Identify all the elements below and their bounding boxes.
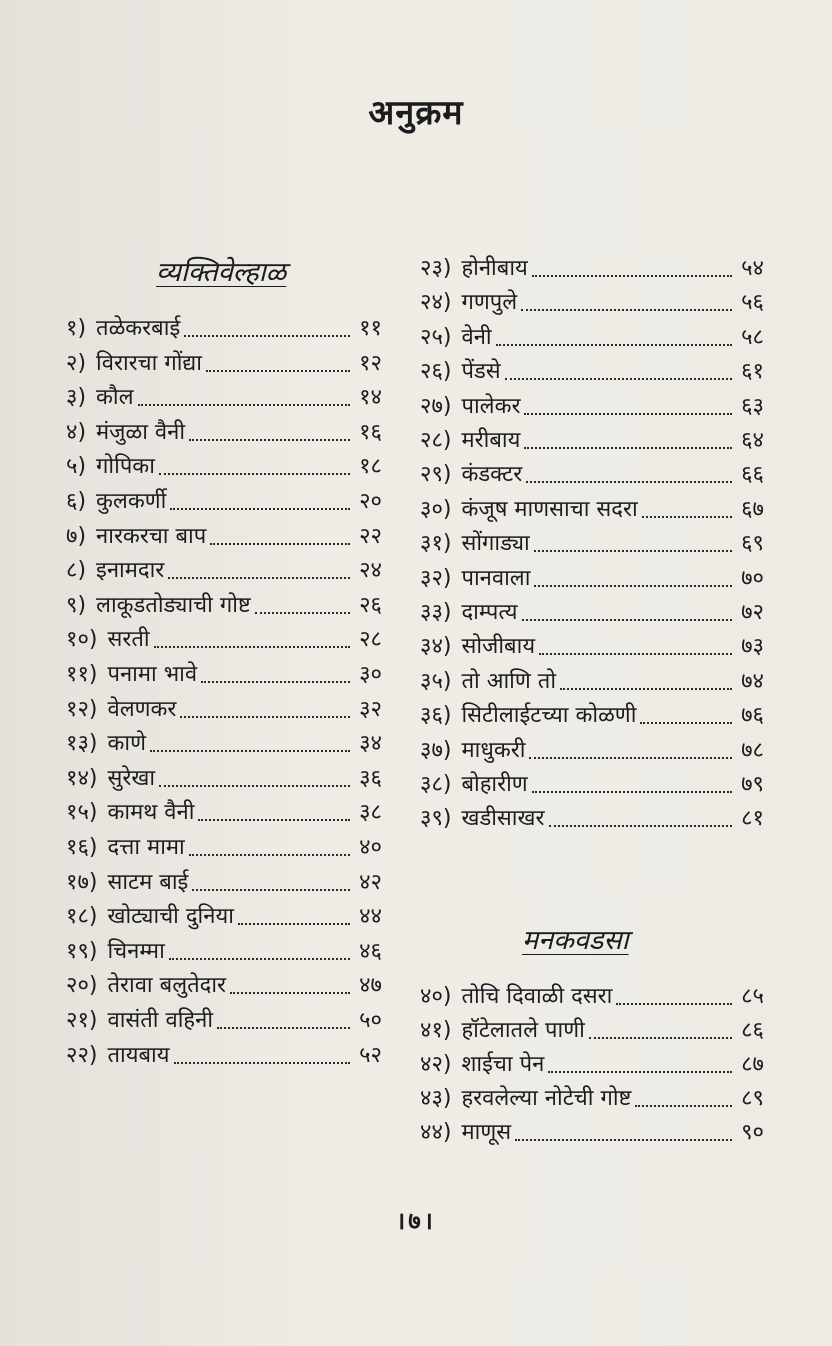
toc-entry: [66, 449, 382, 485]
entry-title: तेरावा बलुतेदार: [107, 973, 227, 999]
dot-leader: [230, 992, 350, 994]
toc-entry: [66, 380, 382, 416]
entry-title: कामथ वैनी: [107, 800, 195, 826]
entry-number: ३५): [420, 668, 452, 694]
dot-leader: [180, 716, 350, 718]
toc-entry: [66, 415, 382, 451]
entry-number: १०): [66, 627, 98, 653]
dot-leader: [201, 681, 350, 683]
entry-page: ५८: [741, 324, 764, 350]
dot-leader: [210, 543, 350, 545]
entry-page: २२: [359, 523, 382, 549]
entry-number: २६): [420, 359, 452, 385]
dot-leader: [522, 619, 732, 621]
toc-entry: [420, 698, 764, 734]
page-title: अनुक्रम: [368, 93, 464, 133]
toc-entry: [66, 726, 382, 762]
entry-title: वेलणकर: [107, 696, 177, 722]
toc-entry: [420, 492, 764, 528]
entry-number: ३२): [420, 565, 452, 591]
entry-page: ६१: [741, 359, 764, 385]
entry-title: पनामा भावे: [107, 662, 198, 687]
toc-entry: [66, 1038, 382, 1074]
entry-title: माधुकरी: [461, 737, 526, 763]
dot-leader: [521, 309, 732, 311]
dot-leader: [532, 275, 732, 277]
toc-entry: [420, 1115, 764, 1151]
entry-title: सुरेखा: [107, 765, 156, 791]
entry-page: ६३: [741, 393, 764, 419]
section-heading-1: व्यक्तिवेल्हाळ: [156, 257, 287, 288]
entry-page: ८६: [741, 1018, 764, 1043]
entry-title: कौल: [96, 385, 134, 411]
dot-leader: [206, 370, 350, 372]
toc-entry: [420, 664, 764, 700]
entry-number: २२): [66, 1042, 98, 1068]
entry-page: ११: [359, 316, 382, 341]
toc-entry: [66, 899, 382, 935]
entry-title: काणे: [107, 731, 146, 757]
toc-entry: [420, 595, 764, 631]
toc-entry: [420, 285, 764, 321]
entry-number: ४४): [420, 1120, 452, 1145]
entry-page: १४: [359, 385, 382, 411]
entry-title: सरती: [107, 627, 150, 653]
toc-entry: [66, 657, 382, 693]
entry-page: ७०: [741, 565, 764, 591]
dot-leader: [150, 750, 350, 752]
dot-leader: [616, 1003, 732, 1005]
toc-entry: [420, 1013, 764, 1049]
entry-title: खोट्याची दुनिया: [107, 904, 234, 930]
entry-number: २३): [420, 256, 452, 281]
dot-leader: [524, 413, 732, 415]
entry-title: मंजुळा वैनी: [96, 419, 186, 445]
entry-number: ३६): [420, 703, 452, 729]
dot-leader: [159, 473, 350, 475]
entry-title: दाम्पत्य: [461, 600, 518, 625]
toc-entry: [420, 629, 764, 665]
entry-title: सोजीबाय: [461, 634, 536, 660]
entry-number: २७): [420, 393, 452, 419]
entry-page: ५०: [359, 1008, 382, 1033]
entry-number: १): [66, 316, 87, 341]
entry-page: ५४: [741, 256, 764, 281]
entry-title: शाईचा पेन: [461, 1052, 545, 1077]
dot-leader: [539, 653, 732, 655]
entry-title: माणूस: [461, 1120, 512, 1145]
toc-entry: [66, 553, 382, 589]
entry-page: ४४: [359, 904, 382, 930]
entry-number: ३४): [420, 634, 452, 660]
toc-entry: [66, 692, 382, 728]
entry-title: सोंगाड्या: [461, 531, 530, 557]
toc-entry: [420, 423, 764, 459]
entry-number: ३७): [420, 737, 452, 763]
entry-title: वेनी: [461, 324, 492, 350]
entry-title: खडीसाखर: [461, 806, 545, 832]
entry-page: ७६: [741, 703, 764, 729]
dot-leader: [170, 508, 350, 510]
entry-number: ९): [66, 592, 87, 618]
entry-title: होनीबाय: [461, 256, 528, 281]
dot-leader: [505, 378, 732, 380]
entry-number: १९): [66, 938, 98, 964]
entry-number: ४२): [420, 1052, 452, 1077]
toc-entry: [420, 733, 764, 769]
entry-page: ३२: [359, 696, 382, 722]
dot-leader: [138, 404, 350, 406]
entry-title: हरवलेल्या नोटेची गोष्ट: [461, 1086, 632, 1111]
entry-number: ४१): [420, 1018, 452, 1043]
toc-entry: [420, 979, 764, 1015]
entry-page: ८१: [741, 806, 764, 832]
entry-title: तो आणि तो: [461, 668, 557, 694]
dot-leader: [159, 785, 350, 787]
entry-title: गणपुले: [461, 290, 518, 316]
entry-page: ५२: [359, 1042, 382, 1068]
entry-page: ७३: [741, 634, 764, 660]
section-heading-3: मनकवडसा: [522, 925, 629, 956]
dot-leader: [549, 825, 733, 827]
page-number: ।७।: [396, 1207, 436, 1235]
entry-page: ६४: [741, 428, 764, 453]
entry-page: ७२: [741, 600, 764, 625]
entry-number: २१): [66, 1008, 98, 1033]
entry-page: ४७: [359, 973, 382, 999]
dot-leader: [635, 1105, 732, 1107]
entry-number: २५): [420, 324, 452, 350]
toc-entry: [420, 561, 764, 597]
entry-title: सिटीलाईटच्या कोळणी: [461, 703, 637, 729]
dot-leader: [168, 577, 350, 579]
entry-number: ३१): [420, 531, 452, 557]
dot-leader: [534, 585, 732, 587]
entry-page: ५६: [741, 290, 764, 316]
dot-leader: [532, 791, 732, 793]
entry-page: १६: [359, 419, 382, 445]
dot-leader: [534, 550, 732, 552]
entry-number: १५): [66, 800, 98, 826]
entry-number: १४): [66, 765, 98, 791]
dot-leader: [496, 344, 732, 346]
entry-page: ३८: [359, 800, 382, 826]
entry-page: ४०: [359, 835, 382, 860]
dot-leader: [189, 439, 350, 441]
entry-title: कंडक्टर: [461, 462, 523, 488]
entry-number: १७): [66, 869, 98, 895]
toc-entry: [420, 801, 764, 837]
dot-leader: [589, 1037, 732, 1039]
entry-title: पालेकर: [461, 393, 521, 419]
dot-leader: [154, 646, 350, 648]
entry-number: २४): [420, 290, 452, 316]
toc-entry: [420, 767, 764, 803]
entry-title: वासंती वहिनी: [107, 1008, 214, 1033]
dot-leader: [192, 889, 350, 891]
dot-leader: [169, 958, 350, 960]
entry-number: २): [66, 350, 87, 376]
entry-title: तायबाय: [107, 1042, 170, 1068]
entry-page: १२: [359, 350, 382, 376]
dot-leader: [238, 923, 350, 925]
entry-page: ८५: [741, 984, 764, 1009]
entry-title: तळेकरबाई: [96, 316, 181, 341]
entry-page: ७९: [741, 772, 764, 797]
entry-title: विरारचा गोंद्या: [96, 350, 202, 376]
entry-number: २८): [420, 428, 452, 453]
entry-title: कंजूष माणसाचा सदरा: [461, 496, 638, 522]
dot-leader: [560, 688, 732, 690]
dot-leader: [198, 819, 350, 821]
entry-number: १८): [66, 904, 98, 930]
entry-title: दत्ता मामा: [107, 835, 185, 860]
entry-page: २६: [359, 592, 382, 618]
toc-entry: [420, 1047, 764, 1083]
entry-page: ६६: [741, 462, 764, 488]
dot-leader: [217, 1027, 350, 1029]
entry-title: हॉटेलातले पाणी: [461, 1018, 585, 1043]
entry-title: लाकूडतोड्याची गोष्ट: [96, 592, 251, 618]
entry-number: ११): [66, 662, 98, 687]
toc-entry: [66, 968, 382, 1004]
entry-page: ७८: [741, 737, 764, 763]
toc-entry: [66, 311, 382, 347]
entry-number: ८): [66, 558, 87, 584]
toc-entry: [66, 1003, 382, 1039]
entry-number: ४०): [420, 984, 452, 1009]
dot-leader: [642, 516, 732, 518]
entry-number: ४३): [420, 1086, 452, 1111]
entry-page: २८: [359, 627, 382, 653]
entry-number: ३): [66, 385, 87, 411]
entry-number: ३०): [420, 496, 452, 522]
dot-leader: [184, 335, 350, 337]
dot-leader: [515, 1139, 732, 1141]
entry-number: १२): [66, 696, 98, 722]
entry-number: ६): [66, 489, 87, 514]
entry-page: ६७: [741, 496, 764, 522]
entry-number: १३): [66, 731, 98, 757]
toc-entry: [66, 346, 382, 382]
dot-leader: [174, 1062, 351, 1064]
toc-entry: [66, 830, 382, 866]
toc-entry: [420, 251, 764, 287]
toc-entry: [420, 526, 764, 562]
entry-title: बोहारीण: [461, 772, 528, 797]
dot-leader: [548, 1071, 732, 1073]
entry-page: ८९: [741, 1086, 764, 1111]
entry-page: २०: [359, 489, 382, 514]
toc-entry: [420, 457, 764, 493]
toc-entry: [66, 934, 382, 970]
entry-title: चिनम्मा: [107, 938, 165, 964]
toc-entry: [420, 320, 764, 356]
dot-leader: [189, 854, 350, 856]
toc-entry: [66, 795, 382, 831]
entry-title: कुलकर्णी: [96, 489, 167, 514]
entry-number: ५): [66, 454, 87, 480]
entry-title: मरीबाय: [461, 428, 521, 453]
toc-entry: [420, 389, 764, 425]
dot-leader: [524, 447, 732, 449]
entry-page: १८: [359, 454, 382, 480]
dot-leader: [529, 757, 732, 759]
entry-page: ९०: [741, 1120, 764, 1145]
entry-title: पानवाला: [461, 565, 531, 591]
toc-entry: [66, 761, 382, 797]
entry-title: गोपिका: [96, 454, 155, 480]
entry-page: ३०: [359, 662, 382, 687]
entry-number: ३८): [420, 772, 452, 797]
entry-page: ७४: [741, 668, 764, 694]
toc-entry: [66, 865, 382, 901]
entry-number: १६): [66, 835, 98, 860]
entry-page: ६९: [741, 531, 764, 557]
entry-title: साटम बाई: [107, 869, 189, 895]
entry-number: ४): [66, 419, 87, 445]
entry-page: ३४: [359, 731, 382, 757]
entry-number: ७): [66, 523, 87, 549]
entry-number: २०): [66, 973, 98, 999]
entry-title: तोचि दिवाळी दसरा: [461, 984, 613, 1009]
entry-title: इनामदार: [96, 558, 165, 584]
entry-page: ४६: [359, 938, 382, 964]
entry-page: ८७: [741, 1052, 764, 1077]
toc-entry: [66, 622, 382, 658]
entry-page: २४: [359, 558, 382, 584]
toc-entry: [420, 354, 764, 390]
dot-leader: [640, 722, 732, 724]
entry-page: ३६: [359, 765, 382, 791]
toc-entry: [66, 484, 382, 520]
entry-number: ३९): [420, 806, 452, 832]
entry-number: ३३): [420, 600, 452, 625]
entry-title: पेंडसे: [461, 359, 501, 385]
dot-leader: [526, 481, 732, 483]
toc-entry: [66, 588, 382, 624]
toc-entry: [66, 519, 382, 555]
toc-entry: [420, 1081, 764, 1117]
entry-page: ४२: [359, 869, 382, 895]
entry-title: नारकरचा बाप: [96, 523, 207, 549]
dot-leader: [255, 612, 350, 614]
entry-number: २९): [420, 462, 452, 488]
